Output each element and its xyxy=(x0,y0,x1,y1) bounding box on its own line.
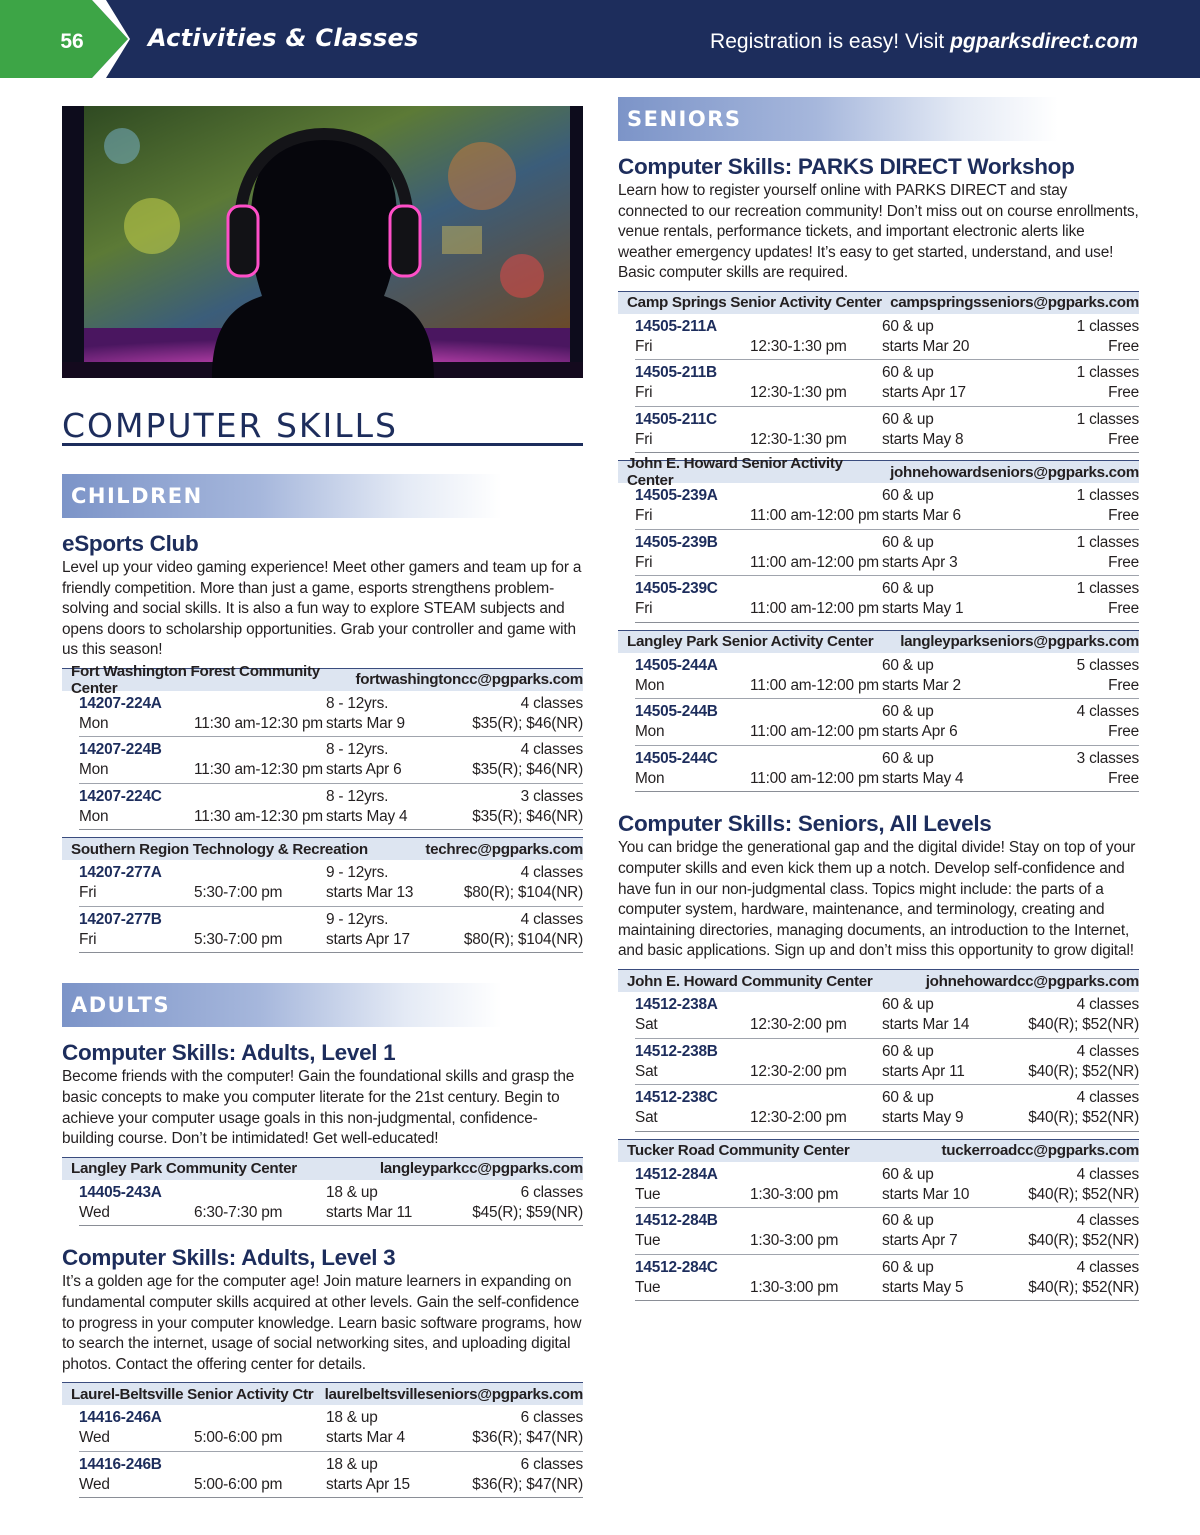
session-day: Wed xyxy=(79,1475,110,1493)
session-row[interactable] xyxy=(79,860,583,907)
fee: Free xyxy=(1108,430,1139,448)
category-banner: CHILDREN xyxy=(62,474,502,518)
class-count: 4 classes xyxy=(1076,1258,1139,1276)
session-day: Mon xyxy=(635,723,665,741)
age-range: 60 & up xyxy=(882,656,934,674)
location-name: Southern Region Technology & Recreation xyxy=(71,840,368,858)
age-range: 60 & up xyxy=(882,1042,934,1060)
course-code: 14512-238A xyxy=(635,996,718,1014)
session-list xyxy=(62,1405,583,1498)
age-range: 60 & up xyxy=(882,1258,934,1276)
location-header xyxy=(618,291,1139,314)
left-column xyxy=(62,474,583,1498)
course-code: 14512-238B xyxy=(635,1042,718,1060)
session-day: Fri xyxy=(635,337,653,355)
session-time: 6:30-7:30 pm xyxy=(194,1203,283,1221)
session-time: 12:30-1:30 pm xyxy=(750,384,847,402)
registration-line xyxy=(710,30,1138,54)
course-title: Computer Skills: Adults, Level 3 xyxy=(62,1245,396,1271)
session-day: Tue xyxy=(635,1278,661,1296)
fee: Free xyxy=(1108,723,1139,741)
session-row[interactable] xyxy=(635,653,1139,700)
fee: Free xyxy=(1108,600,1139,618)
location-email-link[interactable]: langleyparkcc@pgparks.com xyxy=(379,1160,583,1178)
location-name: Fort Washington Forest Community Center xyxy=(71,662,320,697)
session-time: 5:30-7:00 pm xyxy=(194,930,283,948)
session-time: 12:30-1:30 pm xyxy=(750,337,847,355)
session-time: 11:00 am-12:00 pm xyxy=(750,769,879,787)
course-code: 14512-238C xyxy=(635,1089,718,1107)
course-code: 14505-211B xyxy=(635,364,717,382)
session-row[interactable] xyxy=(635,1255,1139,1302)
class-count: 1 classes xyxy=(1076,410,1139,428)
age-range: 18 & up xyxy=(326,1409,378,1427)
session-day: Fri xyxy=(635,384,653,402)
session-day: Mon xyxy=(79,807,109,825)
session-row[interactable] xyxy=(79,691,583,738)
course-spacer xyxy=(62,1226,583,1232)
session-time: 1:30-3:00 pm xyxy=(750,1232,839,1250)
category-banner: SENIORS xyxy=(618,97,1058,141)
location-name: Langley Park Community Center xyxy=(71,1160,297,1178)
course-title: Computer Skills: Seniors, All Levels xyxy=(618,811,992,837)
course-title: eSports Club xyxy=(62,531,199,556)
registration-text: Registration is easy! Visit xyxy=(710,30,951,53)
class-count: 3 classes xyxy=(520,787,583,805)
age-range: 18 & up xyxy=(326,1183,378,1201)
start-date: starts Mar 20 xyxy=(882,337,970,355)
location-header xyxy=(62,837,583,860)
class-count: 5 classes xyxy=(1076,656,1139,674)
class-count: 1 classes xyxy=(1076,533,1139,551)
session-day: Fri xyxy=(79,930,97,948)
location-email-link[interactable]: laurelbeltsvilleseniors@pgparks.com xyxy=(324,1385,583,1403)
course-title: Computer Skills: PARKS DIRECT Workshop xyxy=(618,154,1075,179)
session-row[interactable] xyxy=(79,1180,583,1227)
session-time: 11:00 am-12:00 pm xyxy=(750,676,879,694)
start-date: starts Mar 10 xyxy=(882,1185,970,1203)
age-range: 60 & up xyxy=(882,317,934,335)
session-row[interactable] xyxy=(635,483,1139,530)
start-date: starts Mar 6 xyxy=(882,507,961,525)
session-time: 11:30 am-12:30 pm xyxy=(194,807,323,825)
course-title: Computer Skills: Adults, Level 1 xyxy=(62,1040,396,1066)
location-email-link[interactable]: tuckerroadcc@pgparks.com xyxy=(941,1142,1139,1160)
session-day: Mon xyxy=(635,769,665,787)
location-header xyxy=(62,662,583,697)
section-title: Activities & Classes xyxy=(148,24,419,52)
course-code: 14505-211C xyxy=(635,410,717,428)
location-name: John E. Howard Community Center xyxy=(627,972,873,990)
course-description: It’s a golden age for the computer age! Join mature learners in expanding on fundamental computer skills acquired at other levels. Gain the self-confidence to progress in your computer knowledge. Learn basic software programs, how to search the internet, usage of social networking sites, and uploading digital photos. Contact the offering center for details. xyxy=(62,1273,582,1373)
class-count: 6 classes xyxy=(520,1455,583,1473)
fee: $40(R); $52(NR) xyxy=(1028,1278,1139,1296)
class-count: 4 classes xyxy=(520,864,583,882)
session-time: 11:00 am-12:00 pm xyxy=(750,600,879,618)
session-day: Sat xyxy=(635,1109,658,1127)
session-day: Fri xyxy=(79,884,97,902)
right-column xyxy=(618,97,1139,1301)
session-time: 11:30 am-12:30 pm xyxy=(194,761,323,779)
fee: $35(R); $46(NR) xyxy=(472,761,583,779)
start-date: starts Mar 11 xyxy=(326,1203,413,1221)
course-spacer xyxy=(618,792,1139,798)
age-range: 8 - 12yrs. xyxy=(326,787,389,805)
course-description: Level up your video gaming experience! Meet other gamers and team up for a friendly competition. More than just a game, esports strengthens problem-solving and social skills. It is also a fun way to explore STEAM subjects and opens doors to scholarship opportunities. Grab your controller and game with us this season! xyxy=(62,559,582,659)
session-time: 11:30 am-12:30 pm xyxy=(194,714,323,732)
start-date: starts Apr 6 xyxy=(326,761,402,779)
session-list xyxy=(618,483,1139,623)
start-date: starts Apr 17 xyxy=(882,384,966,402)
class-count: 1 classes xyxy=(1076,364,1139,382)
session-day: Wed xyxy=(79,1429,110,1447)
fee: $40(R); $52(NR) xyxy=(1028,1016,1139,1034)
age-range: 8 - 12yrs. xyxy=(326,694,389,712)
course-description: Become friends with the computer! Gain the foundational skills and grasp the basic concepts to make you computer literate for the 21st century. Begin to achieve your computer usage goals in this non-judgmental, confidence-building course. Don’t be intimidated! Get well-educated! xyxy=(62,1068,575,1148)
gamer-headphones-photo xyxy=(62,106,583,378)
fee: $36(R); $47(NR) xyxy=(472,1429,583,1447)
session-time: 5:00-6:00 pm xyxy=(194,1429,283,1447)
age-range: 60 & up xyxy=(882,1165,934,1183)
start-date: starts May 4 xyxy=(882,769,964,787)
class-count: 4 classes xyxy=(1076,1212,1139,1230)
start-date: starts Mar 14 xyxy=(882,1016,970,1034)
fee: $40(R); $52(NR) xyxy=(1028,1232,1139,1250)
start-date: starts Mar 9 xyxy=(326,714,405,732)
start-date: starts Mar 4 xyxy=(326,1429,405,1447)
class-count: 4 classes xyxy=(1076,1042,1139,1060)
location-header xyxy=(62,1157,583,1180)
session-time: 5:00-6:00 pm xyxy=(194,1475,283,1493)
session-time: 12:30-2:00 pm xyxy=(750,1062,847,1080)
session-row[interactable] xyxy=(635,1039,1139,1086)
start-date: starts Apr 17 xyxy=(326,930,410,948)
session-list xyxy=(618,1162,1139,1302)
start-date: starts Apr 6 xyxy=(882,723,958,741)
class-count: 1 classes xyxy=(1076,580,1139,598)
session-time: 11:00 am-12:00 pm xyxy=(750,507,879,525)
session-row[interactable] xyxy=(79,737,583,784)
session-row[interactable] xyxy=(635,746,1139,793)
location-header xyxy=(618,455,1139,490)
age-range: 60 & up xyxy=(882,533,934,551)
session-list xyxy=(62,691,583,831)
category-spacer xyxy=(62,953,583,983)
session-list xyxy=(618,314,1139,454)
fee: $36(R); $47(NR) xyxy=(472,1475,583,1493)
fee: Free xyxy=(1108,384,1139,402)
course-code: 14207-277B xyxy=(79,910,162,928)
class-count: 4 classes xyxy=(1076,703,1139,721)
session-day: Sat xyxy=(635,1062,658,1080)
course-description: Learn how to register yourself online with PARKS DIRECT and stay connected to our recreation community! Don’t miss out on course enrollments, venue rentals, performance tickets, and important electronic alerts like weather emergency updates! It’s easy to get started, understand, and use! Basic computer skills are required. xyxy=(618,182,1139,282)
class-count: 4 classes xyxy=(1076,996,1139,1014)
registration-site-link[interactable]: pgparksdirect.com xyxy=(950,30,1138,53)
class-count: 3 classes xyxy=(1076,749,1139,767)
course-code: 14512-284B xyxy=(635,1212,718,1230)
start-date: starts May 4 xyxy=(326,807,408,825)
fee: $80(R); $104(NR) xyxy=(463,930,583,948)
start-date: starts May 8 xyxy=(882,430,964,448)
fee: Free xyxy=(1108,507,1139,525)
page-header xyxy=(0,0,1200,78)
session-day: Tue xyxy=(635,1232,661,1250)
course-code: 14505-244C xyxy=(635,749,718,767)
session-row[interactable] xyxy=(635,314,1139,361)
course-code: 14207-277A xyxy=(79,864,162,882)
location-email-link[interactable]: fortwashingtoncc@pgparks.com xyxy=(355,671,583,689)
fee: Free xyxy=(1108,769,1139,787)
session-time: 12:30-2:00 pm xyxy=(750,1016,847,1034)
course-code: 14505-239A xyxy=(635,487,718,505)
fee: $40(R); $52(NR) xyxy=(1028,1062,1139,1080)
fee: $45(R); $59(NR) xyxy=(472,1203,583,1221)
age-range: 8 - 12yrs. xyxy=(326,741,389,759)
class-count: 4 classes xyxy=(1076,1165,1139,1183)
session-list xyxy=(618,992,1139,1132)
age-range: 60 & up xyxy=(882,580,934,598)
session-row[interactable] xyxy=(635,407,1139,454)
location-header xyxy=(618,969,1139,992)
course-code: 14505-239B xyxy=(635,533,718,551)
location-name: Camp Springs Senior Activity Center xyxy=(627,294,882,312)
course-code: 14207-224B xyxy=(79,741,162,759)
start-date: starts May 1 xyxy=(882,600,964,618)
age-range: 9 - 12yrs. xyxy=(326,910,389,928)
course-code: 14512-284A xyxy=(635,1165,718,1183)
fee: $40(R); $52(NR) xyxy=(1028,1109,1139,1127)
location-email-link[interactable]: johnehowardcc@pgparks.com xyxy=(925,972,1139,990)
session-row[interactable] xyxy=(635,992,1139,1039)
class-count: 4 classes xyxy=(520,694,583,712)
course-code: 14505-239C xyxy=(635,580,718,598)
age-range: 60 & up xyxy=(882,487,934,505)
fee: Free xyxy=(1108,676,1139,694)
location-email-link[interactable]: langleyparkseniors@pgparks.com xyxy=(900,633,1139,651)
session-row[interactable] xyxy=(635,576,1139,623)
course-code: 14505-211A xyxy=(635,317,717,335)
age-range: 60 & up xyxy=(882,410,934,428)
session-list xyxy=(62,1180,583,1227)
start-date: starts Apr 3 xyxy=(882,553,958,571)
page-section-heading: COMPUTER SKILLS xyxy=(62,406,583,446)
start-date: starts Apr 7 xyxy=(882,1232,958,1250)
location-email-link[interactable]: techrec@pgparks.com xyxy=(425,840,583,858)
session-row[interactable] xyxy=(635,530,1139,577)
session-row[interactable] xyxy=(79,1405,583,1452)
session-time: 5:30-7:00 pm xyxy=(194,884,283,902)
location-name: John E. Howard Senior Activity Center xyxy=(627,455,843,490)
course-code: 14505-244B xyxy=(635,703,718,721)
start-date: starts Mar 13 xyxy=(326,884,414,902)
session-row[interactable] xyxy=(635,1085,1139,1132)
fee: $35(R); $46(NR) xyxy=(472,714,583,732)
fee: Free xyxy=(1108,553,1139,571)
session-row[interactable] xyxy=(79,1452,583,1499)
class-count: 1 classes xyxy=(1076,317,1139,335)
session-day: Fri xyxy=(635,430,653,448)
session-time: 1:30-3:00 pm xyxy=(750,1185,839,1203)
age-range: 60 & up xyxy=(882,1089,934,1107)
fee: Free xyxy=(1108,337,1139,355)
session-row[interactable] xyxy=(635,1162,1139,1209)
fee: $80(R); $104(NR) xyxy=(463,884,583,902)
course-code: 14512-284C xyxy=(635,1258,718,1276)
class-count: 1 classes xyxy=(1076,487,1139,505)
session-row[interactable] xyxy=(635,360,1139,407)
fee: $40(R); $52(NR) xyxy=(1028,1185,1139,1203)
course-code: 14405-243A xyxy=(79,1183,162,1201)
session-time: 1:30-3:00 pm xyxy=(750,1278,839,1296)
location-header xyxy=(618,630,1139,653)
session-day: Mon xyxy=(79,761,109,779)
class-count: 4 classes xyxy=(520,741,583,759)
fee: $35(R); $46(NR) xyxy=(472,807,583,825)
course-code: 14207-224C xyxy=(79,787,162,805)
age-range: 18 & up xyxy=(326,1455,378,1473)
session-day: Wed xyxy=(79,1203,110,1221)
session-day: Mon xyxy=(635,676,665,694)
session-list xyxy=(618,653,1139,793)
course-description: You can bridge the generational gap and the digital divide! Stay on top of your computer skills and even kick them up a notch. Develop self-confidence and have fun in our non-judgmental class. Topics might include: the parts of a computer system, hardware, maintenance, and terminology, creating and maintaining directories, managing documents, an introduction to the Internet, and basic applications. Sign up and don’t miss this opportunity to grow digital! xyxy=(618,839,1136,960)
class-count: 4 classes xyxy=(1076,1089,1139,1107)
session-day: Mon xyxy=(79,714,109,732)
session-time: 11:00 am-12:00 pm xyxy=(750,553,879,571)
start-date: starts Apr 15 xyxy=(326,1475,410,1493)
location-name: Tucker Road Community Center xyxy=(627,1142,850,1160)
session-list xyxy=(62,860,583,953)
age-range: 60 & up xyxy=(882,1212,934,1230)
page-number: 56 xyxy=(60,30,84,53)
session-row[interactable] xyxy=(79,907,583,954)
session-time: 11:00 am-12:00 pm xyxy=(750,723,879,741)
session-day: Sat xyxy=(635,1016,658,1034)
age-range: 60 & up xyxy=(882,749,934,767)
age-range: 9 - 12yrs. xyxy=(326,864,389,882)
class-count: 6 classes xyxy=(520,1409,583,1427)
location-name: Laurel-Beltsville Senior Activity Ctr xyxy=(71,1385,314,1403)
session-day: Fri xyxy=(635,553,653,571)
class-count: 4 classes xyxy=(520,910,583,928)
location-name: Langley Park Senior Activity Center xyxy=(627,633,874,651)
age-range: 60 & up xyxy=(882,996,934,1014)
session-day: Fri xyxy=(635,600,653,618)
session-row[interactable] xyxy=(635,699,1139,746)
session-time: 12:30-1:30 pm xyxy=(750,430,847,448)
location-header xyxy=(618,1139,1139,1162)
course-code: 14416-246B xyxy=(79,1455,162,1473)
start-date: starts May 9 xyxy=(882,1109,964,1127)
session-day: Tue xyxy=(635,1185,661,1203)
session-row[interactable] xyxy=(635,1208,1139,1255)
start-date: starts Apr 11 xyxy=(882,1062,965,1080)
location-email-link[interactable]: johnehowardseniors@pgparks.com xyxy=(890,463,1139,481)
location-header xyxy=(62,1382,583,1405)
course-code: 14207-224A xyxy=(79,694,162,712)
session-day: Fri xyxy=(635,507,653,525)
session-row[interactable] xyxy=(79,784,583,831)
age-range: 60 & up xyxy=(882,364,934,382)
start-date: starts May 5 xyxy=(882,1278,964,1296)
class-count: 6 classes xyxy=(520,1183,583,1201)
course-code: 14505-244A xyxy=(635,656,718,674)
course-code: 14416-246A xyxy=(79,1409,162,1427)
age-range: 60 & up xyxy=(882,703,934,721)
session-time: 12:30-2:00 pm xyxy=(750,1109,847,1127)
start-date: starts Mar 2 xyxy=(882,676,961,694)
location-email-link[interactable]: campspringsseniors@pgparks.com xyxy=(890,294,1139,312)
category-banner: ADULTS xyxy=(62,983,502,1027)
